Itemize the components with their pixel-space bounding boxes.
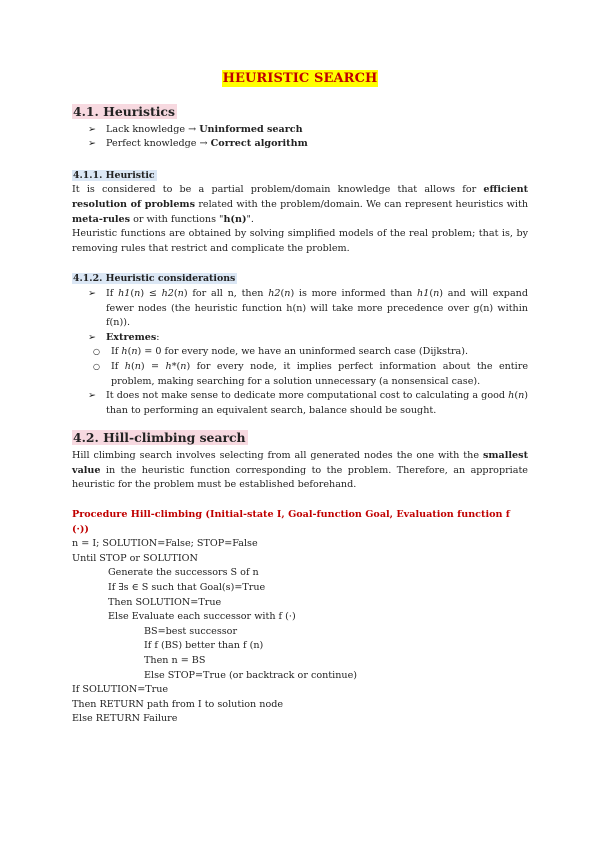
list-item: ➢ It does not make sense to dedicate more computational cost to calculating a good h(n) than to performing an equivalent search, balance should be sought. — [88, 390, 528, 416]
list-item: ○ If h(n) = 0 for every node, we have an uninformed search case (Dijkstra). — [72, 345, 528, 360]
code-line: Then n = BS — [144, 655, 206, 666]
document-title: HEURISTIC SEARCH — [222, 71, 378, 86]
procedure-code — [72, 537, 528, 727]
circle-bullet-icon: ○ — [93, 361, 100, 371]
code-line: If SOLUTION=True — [72, 684, 169, 696]
code-line: Else RETURN Failure — [72, 713, 178, 725]
arrow-bullet-icon: ➢ — [88, 287, 97, 299]
code-line: If f (BS) better than f (n) — [144, 640, 264, 652]
procedure-title: Procedure Hill-climbing (Initial-state I, Goal-function Goal, Evaluation function f (·)) — [72, 509, 510, 535]
paragraph: It is considered to be a partial problem/domain knowledge that allows for efficient resolution of problems related with the problem/domain. We can represent heuristics with meta-rules or with functions "h(n)". — [72, 184, 528, 225]
arrow-bullet-icon: ➢ — [88, 123, 97, 135]
section-4-1-2-heading: 4.1.2. Heuristic considerations — [73, 273, 236, 285]
section-4-1-2-list — [72, 287, 528, 418]
code-line: Generate the successors S of n — [108, 567, 259, 579]
list-item: ➢ Extremes: ○ If h(n) = 0 for every node, we have an uninformed search case (Dijkstra). ○ If h(n) = h*(n) for every node, it implies perfect information about the entire problem, making searching for a solution unnecessary (a nonsensical case). — [72, 331, 528, 389]
list-item: ○ If h(n) = h*(n) for every node, it implies perfect information about the entire problem, making searching for a solution unnecessary (a nonsensical case). — [93, 360, 528, 387]
list-item: ➢ Lack knowledge → Uninformed search — [72, 123, 528, 138]
arrow-bullet-icon: ➢ — [88, 138, 97, 150]
list-item: ➢ If h1(n) ≤ h2(n) for all n, then h2(n) is more informed than h1(n) and will expand fewer nodes (the heuristic function h(n) will take more precedence over g(n) within f(n)). — [88, 287, 528, 329]
arrow-bullet-icon: ➢ — [88, 390, 97, 402]
code-line: Else STOP=True (or backtrack or continue) — [144, 669, 357, 681]
list-item: ➢ Perfect knowledge → Correct algorithm — [72, 137, 528, 152]
code-line: Until STOP or SOLUTION — [72, 552, 198, 564]
extremes-sublist — [72, 345, 528, 389]
section-4-1-1-heading: 4.1.1. Heuristic — [73, 169, 155, 181]
code-line: n = I; SOLUTION=False; STOP=False — [72, 538, 258, 550]
code-line: Then SOLUTION=True — [108, 596, 222, 608]
code-line: Then RETURN path from I to solution node — [72, 698, 284, 710]
code-line: If ∃s ∈ S such that Goal(s)=True — [108, 582, 266, 594]
arrow-bullet-icon: ➢ — [88, 331, 97, 343]
paragraph: Heuristic functions are obtained by solving simplified models of the real problem; that is, by removing rules that restrict and complicate the problem. — [72, 228, 528, 254]
section-4-1-list — [72, 123, 528, 152]
code-line: Else Evaluate each successor with f (·) — [108, 611, 296, 623]
paragraph: Hill climbing search involves selecting from all generated nodes the one with the smallest value in the heuristic function corresponding to the problem. Therefore, an appropriate heuristic for the problem must be established beforehand. — [72, 450, 528, 491]
section-4-2-heading: 4.2. Hill-climbing search — [73, 430, 246, 446]
circle-bullet-icon: ○ — [93, 347, 100, 357]
code-line: BS=best successor — [144, 625, 238, 637]
document-page — [72, 72, 528, 727]
section-4-1-heading: 4.1. Heuristics — [73, 103, 175, 119]
